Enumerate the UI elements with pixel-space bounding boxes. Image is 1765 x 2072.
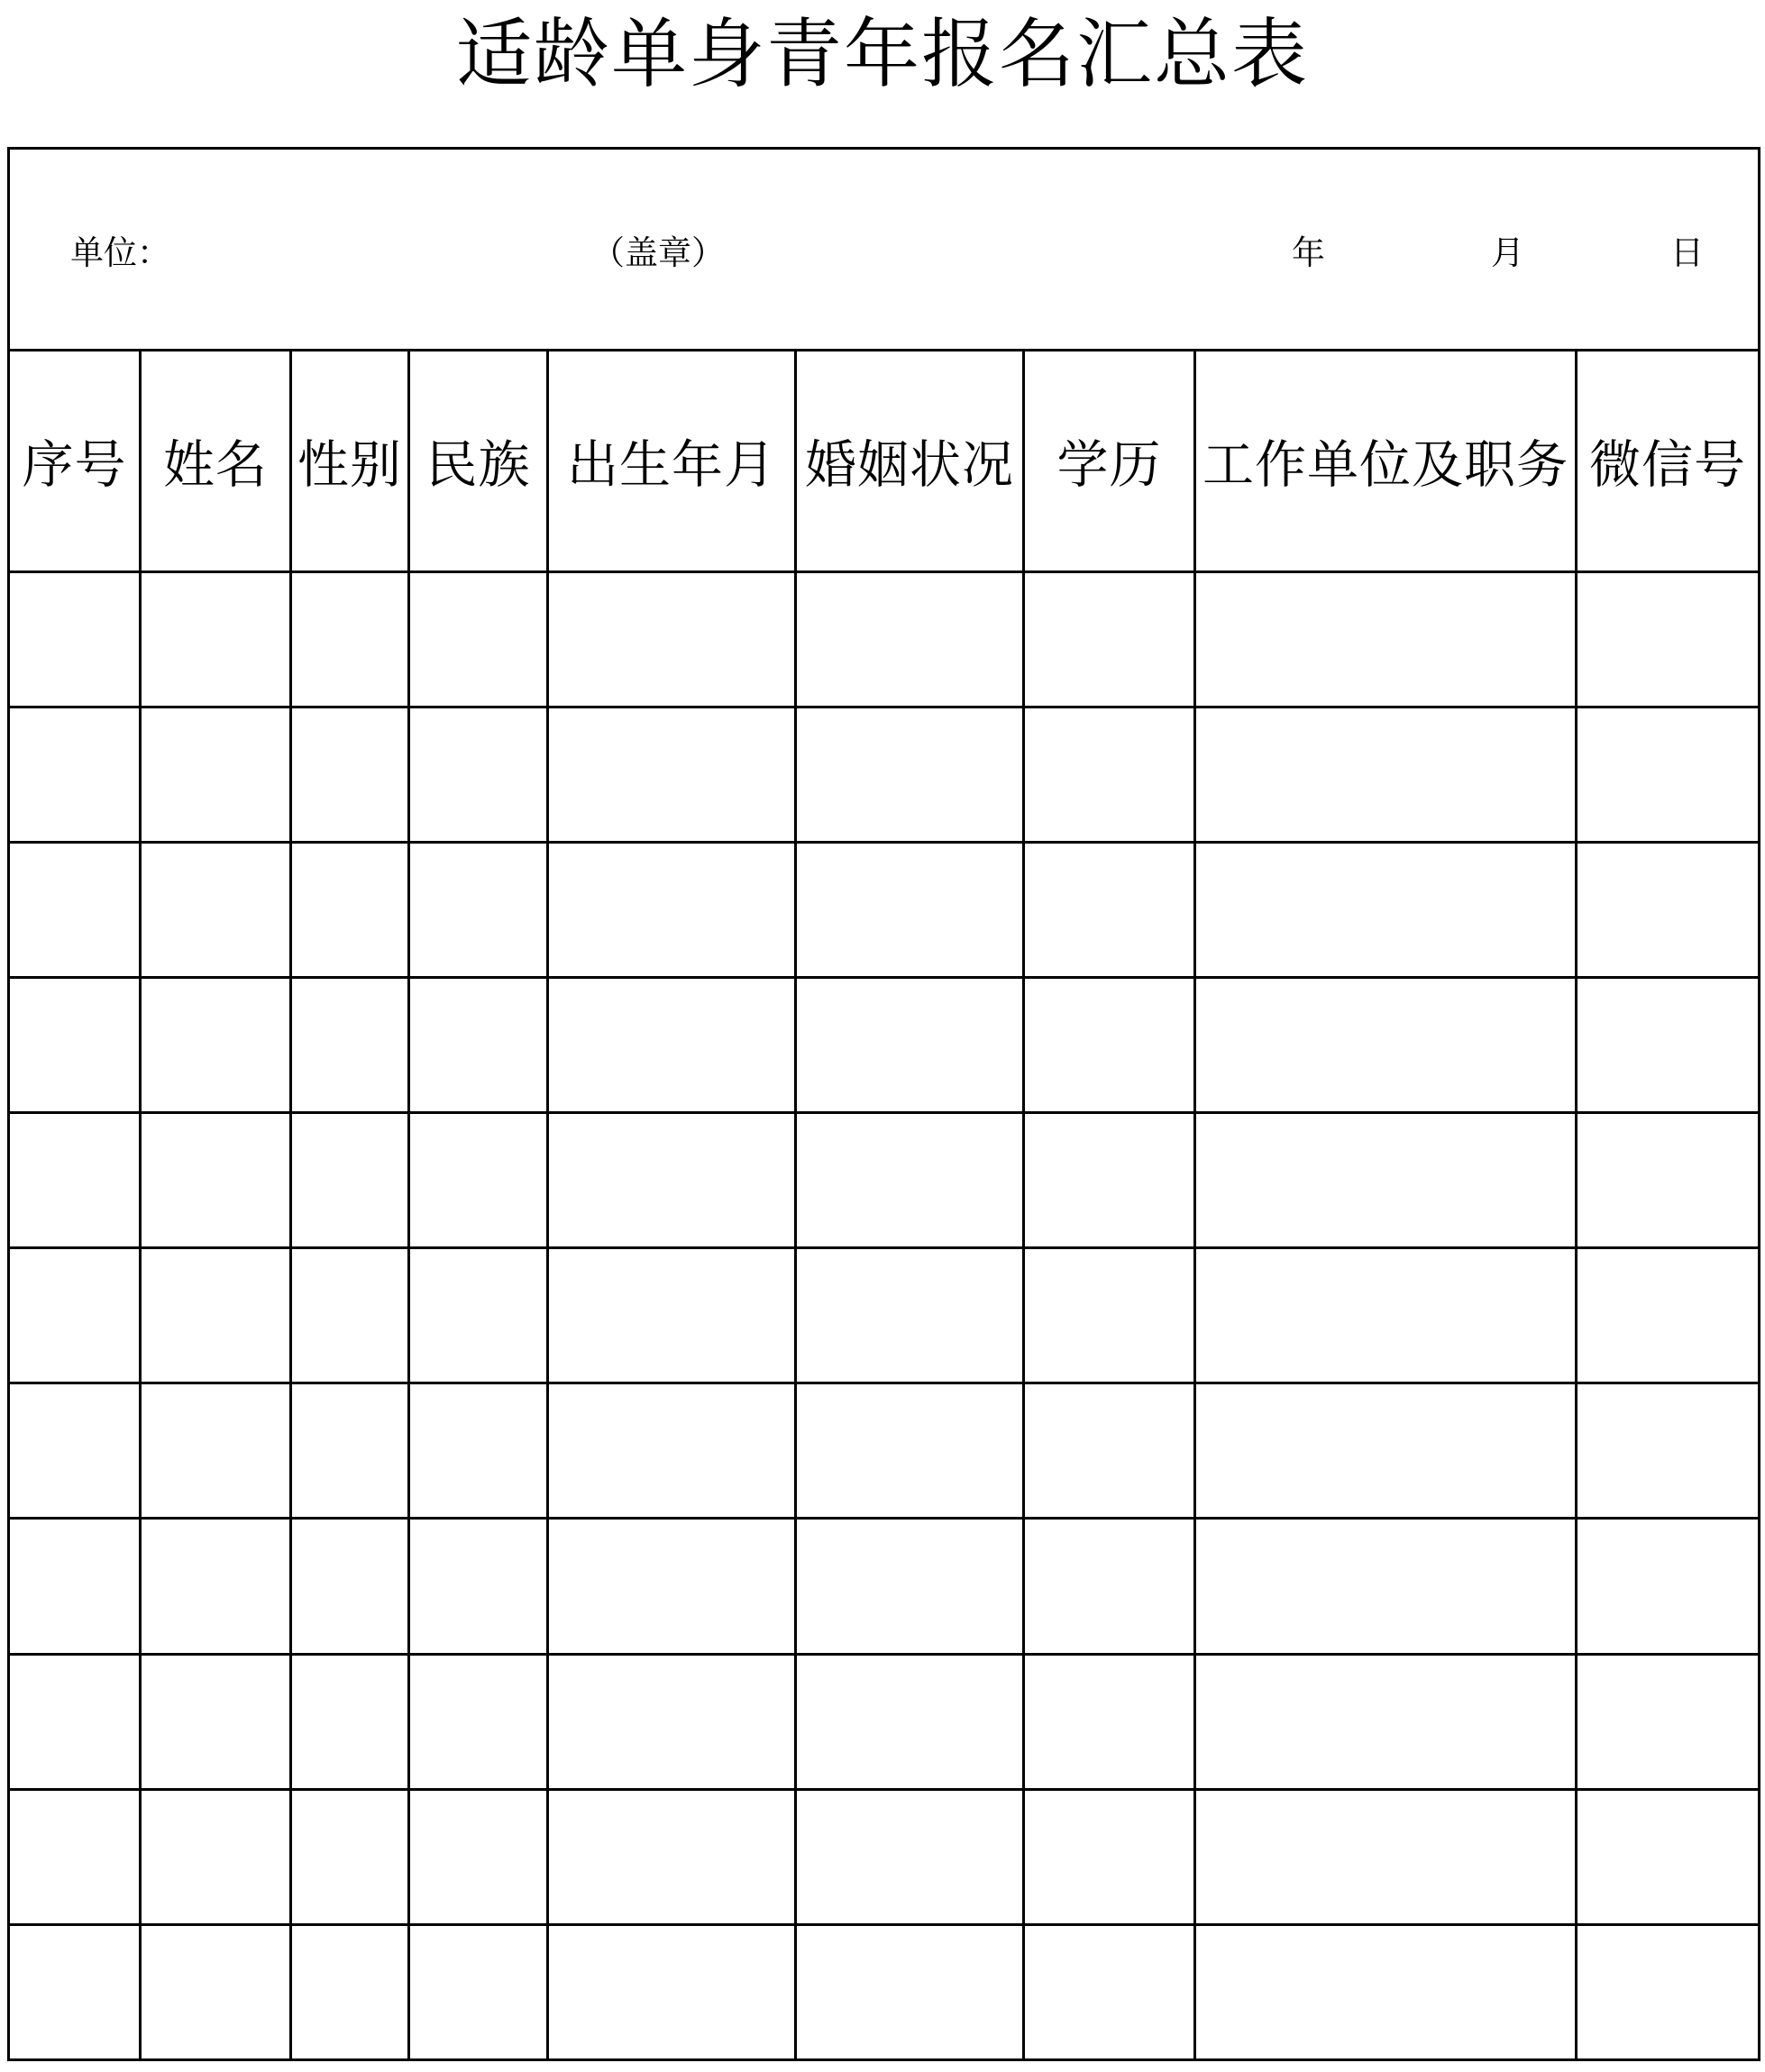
table-cell[interactable] [141, 977, 291, 1112]
table-cell[interactable] [291, 571, 409, 707]
table-cell[interactable] [1195, 1789, 1577, 1924]
table-cell[interactable] [1195, 977, 1577, 1112]
table-row [9, 1924, 1760, 2059]
table-cell[interactable] [141, 1924, 291, 2059]
table-cell[interactable] [291, 1519, 409, 1654]
table-cell[interactable] [1577, 707, 1760, 842]
table-cell[interactable] [141, 1383, 291, 1519]
table-cell[interactable] [141, 842, 291, 977]
table-cell[interactable] [548, 842, 796, 977]
table-cell[interactable] [291, 977, 409, 1112]
table-row [9, 707, 1760, 842]
table-cell[interactable] [291, 1248, 409, 1383]
unit-label: 单位： [70, 233, 170, 272]
table-cell[interactable] [291, 1113, 409, 1248]
table-cell[interactable] [409, 1113, 548, 1248]
header-row [9, 351, 1760, 571]
table-cell[interactable] [9, 1248, 141, 1383]
table-cell[interactable] [1195, 1924, 1577, 2059]
table-cell[interactable] [291, 1789, 409, 1924]
table-cell[interactable] [1577, 1113, 1760, 1248]
table-cell[interactable] [9, 1654, 141, 1789]
table-cell[interactable] [141, 1248, 291, 1383]
table-cell[interactable] [9, 707, 141, 842]
table-cell[interactable] [409, 571, 548, 707]
table-row [9, 1113, 1760, 1248]
month-label: 月 [1491, 233, 1524, 272]
table-cell[interactable] [291, 1924, 409, 2059]
table-cell[interactable] [141, 707, 291, 842]
table-cell[interactable] [9, 977, 141, 1112]
table-cell[interactable] [141, 1113, 291, 1248]
header-cell-name: 姓名 [141, 351, 291, 571]
table-cell[interactable] [1577, 1248, 1760, 1383]
table-cell[interactable] [1195, 571, 1577, 707]
table-cell[interactable] [1024, 842, 1195, 977]
table-cell[interactable] [1577, 1654, 1760, 1789]
table-cell[interactable] [1195, 1113, 1577, 1248]
table-cell[interactable] [548, 977, 796, 1112]
header-cell-serial-number: 序号 [9, 351, 141, 571]
table-cell[interactable] [9, 1924, 141, 2059]
table-cell[interactable] [9, 1519, 141, 1654]
table-cell[interactable] [409, 1519, 548, 1654]
table-cell[interactable] [409, 1383, 548, 1519]
table-cell[interactable] [409, 1654, 548, 1789]
table-cell[interactable] [796, 977, 1024, 1112]
year-label: 年 [1292, 233, 1325, 272]
registration-summary-table [7, 147, 1760, 2061]
table-cell[interactable] [141, 1789, 291, 1924]
table-cell[interactable] [1577, 1789, 1760, 1924]
table-cell[interactable] [141, 1654, 291, 1789]
table-cell[interactable] [1195, 707, 1577, 842]
table-cell[interactable] [548, 1654, 796, 1789]
table-cell[interactable] [1024, 1924, 1195, 2059]
header-cell-employer-and-position: 工作单位及职务 [1195, 351, 1577, 571]
table-cell[interactable] [1024, 977, 1195, 1112]
info-cell [9, 149, 1760, 351]
table-cell[interactable] [796, 1924, 1024, 2059]
day-label: 日 [1670, 233, 1704, 272]
table-cell[interactable] [796, 842, 1024, 977]
table-cell[interactable] [796, 1113, 1024, 1248]
table-cell[interactable] [1195, 842, 1577, 977]
table-cell[interactable] [409, 842, 548, 977]
table-cell[interactable] [1195, 1248, 1577, 1383]
table-cell[interactable] [1024, 1113, 1195, 1248]
table-cell[interactable] [796, 707, 1024, 842]
table-cell[interactable] [1577, 1383, 1760, 1519]
table-cell[interactable] [548, 1113, 796, 1248]
table-cell[interactable] [1195, 1654, 1577, 1789]
table-cell[interactable] [548, 1248, 796, 1383]
header-cell-education: 学历 [1024, 351, 1195, 571]
table-cell[interactable] [9, 1383, 141, 1519]
table-cell[interactable] [409, 1789, 548, 1924]
table-cell[interactable] [796, 571, 1024, 707]
table-cell[interactable] [1195, 1519, 1577, 1654]
table-cell[interactable] [548, 1789, 796, 1924]
table-row [9, 1383, 1760, 1519]
table-cell[interactable] [9, 571, 141, 707]
table-cell[interactable] [9, 842, 141, 977]
header-cell-marital-status: 婚姻状况 [796, 351, 1024, 571]
table-row [9, 1789, 1760, 1924]
table-cell[interactable] [1577, 842, 1760, 977]
table-cell[interactable] [1024, 1654, 1195, 1789]
seal-label: （盖章） [591, 233, 725, 272]
table-cell[interactable] [1024, 1383, 1195, 1519]
table-cell[interactable] [796, 1248, 1024, 1383]
table-row [9, 1654, 1760, 1789]
info-row [9, 149, 1760, 351]
header-cell-wechat-id: 微信号 [1577, 351, 1760, 571]
table-cell[interactable] [1577, 977, 1760, 1112]
table-cell[interactable] [141, 1519, 291, 1654]
table-cell[interactable] [9, 1113, 141, 1248]
table-cell[interactable] [409, 1248, 548, 1383]
table-cell[interactable] [291, 1654, 409, 1789]
table-cell[interactable] [1024, 707, 1195, 842]
table-cell[interactable] [548, 1924, 796, 2059]
table-row [9, 1519, 1760, 1654]
table-cell[interactable] [409, 707, 548, 842]
table-cell[interactable] [548, 571, 796, 707]
header-cell-ethnicity: 民族 [409, 351, 548, 571]
table-row [9, 571, 1760, 707]
table-cell[interactable] [796, 1383, 1024, 1519]
table-cell[interactable] [548, 1519, 796, 1654]
table-cell[interactable] [291, 1383, 409, 1519]
table-cell[interactable] [1024, 1789, 1195, 1924]
document-title: 适龄单身青年报名汇总表 [455, 10, 1309, 98]
table-cell[interactable] [548, 707, 796, 842]
table-cell[interactable] [1577, 1924, 1760, 2059]
table-cell[interactable] [409, 1924, 548, 2059]
table-cell[interactable] [291, 707, 409, 842]
header-cell-birth-date: 出生年月 [548, 351, 796, 571]
table-row [9, 977, 1760, 1112]
header-cell-gender: 性别 [291, 351, 409, 571]
table-cell[interactable] [1195, 1383, 1577, 1519]
table-cell[interactable] [548, 1383, 796, 1519]
table-cell[interactable] [1024, 571, 1195, 707]
table-cell[interactable] [409, 977, 548, 1112]
table-row [9, 1248, 1760, 1383]
table-cell[interactable] [9, 1789, 141, 1924]
table-row [9, 842, 1760, 977]
table-cell[interactable] [1024, 1519, 1195, 1654]
table-cell[interactable] [796, 1654, 1024, 1789]
table-cell[interactable] [141, 571, 291, 707]
table-cell[interactable] [1577, 571, 1760, 707]
table-cell[interactable] [1577, 1519, 1760, 1654]
table-cell[interactable] [1024, 1248, 1195, 1383]
table-cell[interactable] [796, 1519, 1024, 1654]
table-cell[interactable] [291, 842, 409, 977]
table-cell[interactable] [796, 1789, 1024, 1924]
